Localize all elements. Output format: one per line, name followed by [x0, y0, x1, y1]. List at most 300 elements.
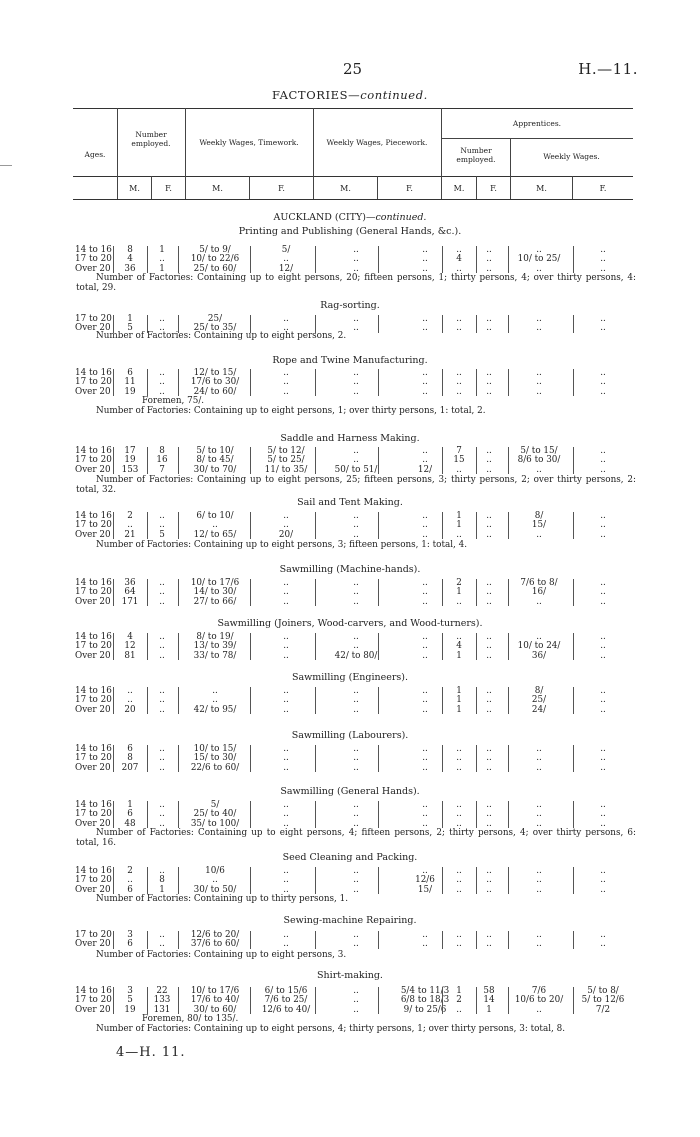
table-row: [75, 866, 635, 875]
row-cell: ..: [600, 596, 606, 607]
row-cell: ..: [456, 753, 462, 764]
row-cell: 25/: [207, 314, 223, 324]
row-cell: ..: [600, 323, 606, 334]
row-cell: ..: [600, 818, 606, 829]
column-rule: [476, 745, 477, 772]
factories-note: Number of Factories: Containing up to eight persons, 25; fifteen persons, 3; thirty persons, 2; over thirty persons, 2: total, 32.: [76, 475, 636, 495]
column-rule: [573, 579, 574, 606]
row-cell: 10/ to 17/6: [190, 578, 240, 588]
row-cell: ..: [353, 314, 359, 324]
section-heading: Sawmilling (Engineers).: [291, 672, 409, 683]
row-cell: ..: [353, 254, 359, 265]
title-continued: continued.: [360, 88, 428, 102]
table-row: [75, 264, 635, 273]
row-cell: 11/ to 35/: [264, 464, 308, 475]
row-cell: ..: [353, 587, 359, 598]
row-cell: 8: [159, 446, 165, 456]
row-cell: ..: [422, 314, 428, 324]
section-rows: [75, 686, 635, 714]
column-rule: [508, 369, 509, 396]
row-cell: ..: [456, 464, 462, 475]
row-cell: ..: [283, 641, 289, 652]
row-cell: ..: [422, 587, 428, 598]
page-reference: H.—11.: [578, 60, 638, 78]
table-row: [75, 578, 635, 587]
section-rows: [75, 744, 635, 772]
row-cell: ..: [600, 809, 606, 820]
column-rule: [315, 801, 316, 828]
column-rule: [315, 987, 316, 1014]
row-cell: ..: [422, 529, 428, 540]
row-age: 14 to 16: [75, 446, 112, 456]
column-rule: [250, 687, 251, 714]
row-cell: ..: [159, 520, 165, 531]
row-cell: ..: [422, 368, 428, 378]
column-rule: [573, 447, 574, 474]
row-cell: ..: [456, 529, 462, 540]
sub-header: M.: [340, 184, 351, 193]
row-cell: 24/: [531, 704, 547, 715]
column-rule: [508, 447, 509, 474]
row-cell: ..: [422, 930, 428, 940]
column-rule: [442, 931, 443, 949]
row-cell: 20/: [278, 529, 294, 540]
row-cell: 25/ to 40/: [193, 809, 237, 820]
row-cell: ..: [127, 520, 133, 531]
row-cell: 3: [127, 986, 133, 996]
row-cell: 8/: [534, 686, 544, 696]
header-app-wages: Weekly Wages.: [543, 152, 600, 161]
row-age: 17 to 20: [75, 254, 112, 265]
row-age: 17 to 20: [75, 695, 112, 706]
table-row: [75, 632, 635, 641]
row-cell: ..: [422, 446, 428, 456]
title-main: FACTORIES—: [272, 88, 361, 102]
row-cell: ..: [486, 753, 492, 764]
column-rule: [378, 579, 379, 606]
column-rule: [476, 369, 477, 396]
column-rule: [250, 867, 251, 894]
row-cell: ..: [422, 386, 428, 397]
row-cell: 5/: [281, 245, 291, 255]
row-cell: 30/ to 50/: [193, 884, 237, 895]
row-cell: 5/ to 15/: [520, 446, 558, 456]
column-rule: [315, 512, 316, 539]
row-cell: ..: [159, 695, 165, 706]
row-cell: ..: [486, 587, 492, 598]
row-cell: 14/ to 30/: [193, 587, 237, 598]
row-cell: 20: [124, 704, 136, 715]
row-cell: ..: [353, 377, 359, 388]
row-cell: ..: [422, 245, 428, 255]
column-rule: [573, 246, 574, 273]
row-cell: 5: [127, 995, 133, 1006]
column-rule: [315, 633, 316, 660]
row-cell: 10/6 to 20/: [514, 995, 564, 1006]
row-cell: ..: [600, 875, 606, 886]
section-rows: [75, 245, 635, 273]
row-cell: 1: [159, 245, 165, 255]
row-cell: ..: [456, 245, 462, 255]
row-cell: ..: [283, 386, 289, 397]
row-cell: 6: [127, 368, 133, 378]
column-rule: [147, 867, 148, 894]
column-rule: [378, 315, 379, 333]
row-cell: 2: [127, 866, 133, 876]
row-cell: ..: [283, 578, 289, 588]
row-cell: ..: [422, 650, 428, 661]
row-cell: 6: [127, 809, 133, 820]
row-cell: 58: [483, 986, 495, 996]
row-cell: ..: [159, 939, 165, 950]
row-cell: ..: [353, 446, 359, 456]
row-cell: ..: [600, 578, 606, 588]
header-apprentices: Apprentices.: [512, 119, 562, 128]
row-cell: 5/ to 12/: [267, 446, 305, 456]
column-rule: [178, 315, 179, 333]
column-rule: [315, 687, 316, 714]
row-cell: 8: [127, 753, 133, 764]
row-cell: ..: [159, 587, 165, 598]
row-cell: ..: [283, 520, 289, 531]
row-cell: ..: [283, 377, 289, 388]
row-cell: ..: [600, 939, 606, 950]
row-cell: ..: [486, 800, 492, 810]
column-rule: [250, 931, 251, 949]
column-rule: [508, 987, 509, 1014]
row-cell: 42/ to 80/: [334, 650, 378, 661]
row-cell: ..: [159, 650, 165, 661]
row-age: Over 20: [75, 596, 111, 607]
sub-header: M.: [212, 184, 223, 193]
column-rule: [147, 931, 148, 949]
column-rule: [250, 801, 251, 828]
table-row: [75, 744, 635, 753]
row-cell: ..: [486, 866, 492, 876]
row-cell: ..: [353, 753, 359, 764]
row-age: 17 to 20: [75, 520, 112, 531]
row-cell: ..: [536, 245, 542, 255]
table-row: [75, 520, 635, 529]
row-cell: ..: [600, 386, 606, 397]
row-cell: 7: [159, 464, 165, 475]
row-cell: 7/6 to 25/: [264, 995, 308, 1006]
section-heading: Sawmilling (General Hands).: [280, 786, 420, 797]
column-rule: [250, 447, 251, 474]
row-cell: ..: [283, 875, 289, 886]
table-row: [75, 986, 635, 995]
column-rule: [378, 246, 379, 273]
section-rows: [75, 368, 635, 396]
column-rule: [573, 801, 574, 828]
row-cell: 48: [124, 818, 136, 829]
row-cell: ..: [536, 744, 542, 754]
row-cell: ..: [600, 464, 606, 475]
column-rule: [178, 633, 179, 660]
column-rule: [113, 447, 114, 474]
header-top-rule: [73, 108, 633, 109]
row-cell: 5/ to 8/: [587, 986, 619, 996]
table-row: [75, 641, 635, 650]
row-cell: 15: [453, 455, 465, 466]
section-rows: [75, 930, 635, 949]
section-rows: [75, 511, 635, 539]
row-cell: ..: [353, 695, 359, 706]
factories-note: Number of Factories: Containing up to eight persons, 4; thirty persons, 1; over thirty persons, 3: total, 8.: [96, 1024, 565, 1034]
row-age: 17 to 20: [75, 930, 112, 940]
row-cell: 5: [127, 323, 133, 334]
column-rule: [250, 512, 251, 539]
row-cell: 1: [456, 695, 462, 706]
row-age: 17 to 20: [75, 753, 112, 764]
column-rule: [573, 633, 574, 660]
column-rule: [113, 987, 114, 1014]
row-cell: ..: [536, 753, 542, 764]
row-cell: 15/: [531, 520, 547, 531]
column-rule: [113, 579, 114, 606]
section-heading: Sawmilling (Labourers).: [291, 730, 409, 741]
row-cell: ..: [353, 875, 359, 886]
row-cell: 5/ to 25/: [267, 455, 305, 466]
row-cell: ..: [536, 529, 542, 540]
column-rule: [147, 687, 148, 714]
row-cell: ..: [353, 520, 359, 531]
row-cell: ..: [600, 744, 606, 754]
row-age: 14 to 16: [75, 632, 112, 642]
row-cell: 35/ to 100/: [190, 818, 240, 829]
row-cell: ..: [353, 939, 359, 950]
row-cell: ..: [353, 529, 359, 540]
column-rule: [442, 512, 443, 539]
row-cell: 8/ to 45/: [196, 455, 234, 466]
row-cell: ..: [353, 511, 359, 521]
column-rule: [178, 512, 179, 539]
row-age: Over 20: [75, 263, 111, 274]
row-age: 14 to 16: [75, 511, 112, 521]
row-cell: ..: [422, 744, 428, 754]
column-rule: [378, 633, 379, 660]
row-cell: ..: [600, 529, 606, 540]
row-cell: ..: [422, 511, 428, 521]
row-cell: ..: [422, 520, 428, 531]
row-cell: 171: [121, 596, 139, 607]
header-mid-rule: [73, 176, 633, 177]
row-cell: 1: [456, 511, 462, 521]
column-rule: [442, 801, 443, 828]
row-cell: ..: [422, 866, 428, 876]
factories-note: Number of Factories: Containing up to eight persons, 3.: [96, 950, 347, 960]
apprentice-rule: [441, 138, 633, 139]
column-rule: [178, 579, 179, 606]
row-cell: 12: [124, 641, 136, 652]
column-rule: [573, 987, 574, 1014]
row-cell: 12/ to 15/: [193, 368, 237, 378]
row-cell: 5: [159, 529, 165, 540]
column-rule: [315, 315, 316, 333]
row-cell: ..: [456, 818, 462, 829]
row-cell: 10/6: [205, 866, 225, 876]
table-row: [75, 651, 635, 660]
row-cell: 8/ to 19/: [196, 632, 234, 642]
column-rule: [178, 687, 179, 714]
table-row: [75, 465, 635, 474]
row-cell: 6/ to 10/: [196, 511, 234, 521]
row-cell: ..: [283, 744, 289, 754]
row-cell: 6: [127, 744, 133, 754]
row-cell: ..: [456, 930, 462, 940]
row-cell: ..: [456, 632, 462, 642]
column-rule: [476, 931, 477, 949]
foremen-note: Foremen, 75/.: [142, 396, 205, 406]
column-rule: [315, 579, 316, 606]
row-cell: ..: [600, 263, 606, 274]
row-cell: ..: [283, 704, 289, 715]
row-cell: 1: [456, 520, 462, 531]
row-cell: 17/6 to 30/: [190, 377, 240, 388]
row-cell: ..: [456, 314, 462, 324]
row-cell: 1: [456, 686, 462, 696]
column-rule: [315, 447, 316, 474]
column-rule: [250, 633, 251, 660]
row-cell: 1: [456, 587, 462, 598]
row-cell: ..: [536, 939, 542, 950]
row-age: 14 to 16: [75, 368, 112, 378]
row-cell: ..: [127, 875, 133, 886]
row-cell: ..: [353, 386, 359, 397]
row-cell: ..: [353, 744, 359, 754]
column-rule: [147, 369, 148, 396]
row-cell: 8: [127, 245, 133, 255]
section-heading: Rope and Twine Manufacturing.: [272, 355, 428, 366]
row-age: 14 to 16: [75, 744, 112, 754]
table-row: [75, 930, 635, 939]
row-cell: 8/6 to 30/: [517, 455, 561, 466]
row-cell: 24/ to 60/: [193, 386, 237, 397]
column-rule: [147, 801, 148, 828]
row-cell: 37/6 to 60/: [190, 939, 240, 950]
column-rule: [378, 931, 379, 949]
row-cell: ..: [353, 884, 359, 895]
row-cell: ..: [422, 753, 428, 764]
row-cell: ..: [159, 744, 165, 754]
row-cell: ..: [283, 800, 289, 810]
column-rule: [508, 633, 509, 660]
column-rule: [442, 447, 443, 474]
column-rule: [113, 633, 114, 660]
column-rule: [378, 447, 379, 474]
row-cell: ..: [159, 254, 165, 265]
row-cell: 19: [124, 1004, 136, 1015]
section-rows: [75, 314, 635, 333]
row-cell: ..: [486, 884, 492, 895]
row-cell: ..: [486, 511, 492, 521]
table-row: [75, 511, 635, 520]
row-cell: 207: [121, 762, 139, 773]
section-heading: Sewing-machine Repairing.: [283, 915, 417, 926]
row-cell: ..: [486, 578, 492, 588]
column-rule: [573, 687, 574, 714]
column-rule: [378, 369, 379, 396]
row-cell: ..: [159, 323, 165, 334]
row-cell: 10/ to 22/6: [190, 254, 240, 265]
column-rule: [147, 447, 148, 474]
row-cell: ..: [159, 809, 165, 820]
row-cell: ..: [353, 632, 359, 642]
table-row: [75, 377, 635, 386]
row-age: 17 to 20: [75, 809, 112, 820]
row-cell: ..: [212, 875, 218, 886]
row-cell: ..: [536, 596, 542, 607]
row-cell: ..: [283, 254, 289, 265]
row-cell: ..: [353, 809, 359, 820]
row-cell: ..: [486, 446, 492, 456]
column-rule: [147, 987, 148, 1014]
column-rule: [476, 512, 477, 539]
table-row: [75, 763, 635, 772]
row-cell: 12/: [278, 263, 294, 274]
section-heading: Printing and Publishing (General Hands, &c.).: [238, 226, 462, 237]
header-app-number: Number employed.: [456, 146, 496, 164]
column-rule: [113, 512, 114, 539]
section-heading: Sawmilling (Joiners, Wood-carvers, and Wood-turners).: [217, 618, 483, 629]
factories-note: Number of Factories: Containing up to eight persons, 3; fifteen persons, 1: total, 4.: [96, 540, 468, 550]
column-rule: [508, 745, 509, 772]
factories-note: Number of Factories: Containing up to eight persons, 4; fifteen persons, 2; thirty persons, 4; over thirty persons, 6: total, 16.: [76, 828, 636, 848]
row-cell: ..: [283, 686, 289, 696]
row-cell: ..: [353, 245, 359, 255]
column-rule: [178, 987, 179, 1014]
row-cell: 25/ to 35/: [193, 323, 237, 334]
column-rule: [113, 867, 114, 894]
row-cell: 10/ to 24/: [517, 641, 561, 652]
row-cell: ..: [283, 939, 289, 950]
table-row: [75, 809, 635, 818]
row-cell: ..: [600, 884, 606, 895]
row-cell: ..: [456, 323, 462, 334]
row-cell: ..: [536, 263, 542, 274]
table-row: [75, 587, 635, 596]
column-rule: [250, 987, 251, 1014]
section-rows: [75, 632, 635, 660]
row-cell: ..: [159, 511, 165, 521]
table-row: [75, 387, 635, 396]
column-rule: [573, 512, 574, 539]
row-age: 14 to 16: [75, 986, 112, 996]
row-age: 14 to 16: [75, 578, 112, 588]
row-age: Over 20: [75, 529, 111, 540]
margin-mark: [0, 165, 12, 166]
row-cell: ..: [600, 520, 606, 531]
row-cell: ..: [456, 368, 462, 378]
column-rule: [113, 801, 114, 828]
row-cell: ..: [486, 263, 492, 274]
row-cell: ..: [422, 809, 428, 820]
column-rule: [442, 315, 443, 333]
row-cell: ..: [600, 641, 606, 652]
row-cell: ..: [600, 753, 606, 764]
row-cell: ..: [600, 695, 606, 706]
row-cell: 4: [127, 632, 133, 642]
row-cell: ..: [353, 263, 359, 274]
factories-note: Number of Factories: Containing up to eight persons, 2.: [96, 331, 347, 341]
row-cell: ..: [600, 446, 606, 456]
column-rule: [508, 246, 509, 273]
foremen-note: Foremen, 80/ to 135/.: [142, 1014, 239, 1024]
row-cell: ..: [536, 323, 542, 334]
row-cell: ..: [600, 650, 606, 661]
row-cell: ..: [536, 632, 542, 642]
row-cell: ..: [600, 511, 606, 521]
